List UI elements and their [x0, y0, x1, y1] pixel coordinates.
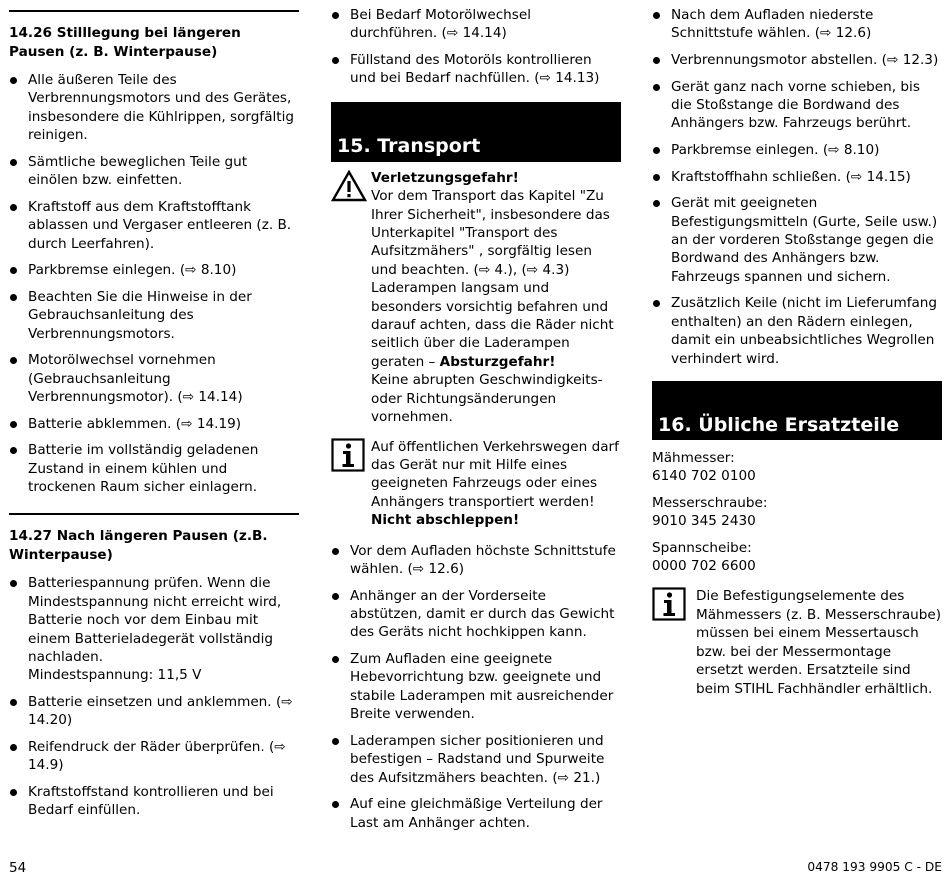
list-item-text: Batteriespannung prüfen. Wenn die Mindestspannung nicht erreicht wird, Batterie noch vor dem Einbau mit einem Batterieladegerät vollständig nachladen. [28, 575, 282, 666]
spare-parts-list [652, 449, 942, 575]
list-item: Batterie einsetzen und anklemmen. (⇨ 14.20) [9, 693, 299, 730]
bullet-list-14-26 [9, 71, 299, 496]
info-no-towing: Nicht abschleppen! [371, 512, 520, 529]
list-item: Verbrennungsmotor abstellen. (⇨ 12.3) [652, 51, 942, 69]
column-right [652, 0, 942, 698]
section-title-14-27: 14.27 Nach längeren Pausen (z.B. Winterpause) [9, 528, 268, 564]
list-item: Alle äußeren Teile des Verbrennungsmotors und des Gerätes, insbesondere die Kühlrippen, sorgfältig reinigen. [9, 71, 299, 145]
document-id: 0478 193 9905 C - DE [807, 860, 942, 874]
spare-part-blade-screw [652, 494, 942, 531]
part-label: Messerschraube: [652, 494, 768, 511]
info-icon [331, 438, 371, 530]
section-rule [9, 10, 299, 12]
list-item: Parkbremse einlegen. (⇨ 8.10) [9, 261, 299, 279]
list-item: Kraftstoff aus dem Kraftstofftank ablassen und Vergaser entleeren (z. B. durch Leerfahren). [9, 198, 299, 253]
bullet-list-14-27 [9, 574, 299, 819]
part-number: 9010 345 2430 [652, 513, 756, 530]
list-item: Zum Aufladen eine geeignete Hebevorrichtung bzw. geeignete und stabile Laderampen mit ausreichender Breite verwenden. [331, 650, 621, 724]
bullet-list-oil [331, 6, 621, 88]
chapter-banner-15 [331, 102, 621, 162]
page-number: 54 [9, 860, 27, 876]
column-left [9, 0, 299, 828]
info-text [371, 438, 621, 530]
info-body: Auf öffentlichen Verkehrswegen darf das Gerät nur mit Hilfe eines geeigneten Fahrzeugs oder eines Anhängers transportiert werden! [371, 438, 619, 510]
part-number: 6140 702 0100 [652, 468, 756, 485]
column-middle [331, 0, 621, 840]
part-label: Mähmesser: [652, 450, 735, 467]
list-item: Füllstand des Motoröls kontrollieren und bei Bedarf nachfüllen. (⇨ 14.13) [331, 51, 621, 88]
list-item [9, 574, 299, 684]
list-item: Auf eine gleichmäßige Verteilung der Last am Anhänger achten. [331, 795, 621, 832]
part-label: Spannscheibe: [652, 539, 752, 556]
list-item: Reifendruck der Räder überprüfen. (⇨ 14.9) [9, 738, 299, 775]
list-item: Zusätzlich Keile (nicht im Lieferumfang enthalten) an den Rädern einlegen, damit ein unbeabsichtliches Wegrollen verhindert wird. [652, 294, 942, 368]
list-item: Nach dem Aufladen niederste Schnittstufe wählen. (⇨ 12.6) [652, 6, 942, 43]
warning-triangle-icon [331, 169, 371, 427]
bullet-list-transport [331, 542, 621, 832]
list-item: Anhänger an der Vorderseite abstützen, damit er durch das Gewicht des Geräts nicht hochkippen kann. [331, 587, 621, 642]
warning-fall-hazard: Absturzgefahr! [439, 353, 556, 370]
list-item: Bei Bedarf Motorölwechsel durchführen. (⇨ 14.14) [331, 6, 621, 43]
list-item: Batterie im vollständig geladenen Zustand in einem kühlen und trockenen Raum sicher einlagern. [9, 441, 299, 496]
info-text: Die Befestigungselemente des Mähmessers (z. B. Messerschraube) müssen bei einem Messertausch bzw. bei der Messermontage ersetzt werden. Ersatzteile sind beim STIHL Fachhändler erhältlich. [696, 588, 942, 697]
spare-part-blade [652, 449, 942, 486]
chapter-banner-16 [652, 381, 942, 440]
list-item: Vor dem Aufladen höchste Schnittstufe wählen. (⇨ 12.6) [331, 542, 621, 579]
min-voltage: Mindestspannung: 11,5 V [28, 667, 202, 684]
list-item: Motorölwechsel vornehmen (Gebrauchsanleitung Verbrennungsmotor). (⇨ 14.14) [9, 351, 299, 406]
list-item: Gerät mit geeigneten Befestigungsmitteln (Gurte, Seile usw.) an der vorderen Stoßstange gegen die Bordwand des Anhängers bzw. Fahrzeugs spannen und sichern. [652, 194, 942, 286]
chapter-title: 15. Transport [337, 135, 481, 158]
list-item: Beachten Sie die Hinweise in der Gebrauchsanleitung des Verbrennungsmotors. [9, 288, 299, 343]
list-item: Kraftstoffstand kontrollieren und bei Bedarf einfüllen. [9, 783, 299, 820]
part-number: 0000 702 6600 [652, 558, 756, 575]
warning-body-1: Vor dem Transport das Kapitel "Zu Ihrer Sicherheit", insbesondere das Unterkapitel "Transport des Aufsitzmähers" , sorgfältig lesen und beachten. (⇨ 4.), (⇨ 4.3) [371, 188, 610, 278]
list-item: Kraftstoffhahn schließen. (⇨ 14.15) [652, 168, 942, 186]
list-item: Laderampen sicher positionieren und befestigen – Radstand und Spurweite des Aufsitzmähers beachten. (⇨ 21.) [331, 732, 621, 787]
warning-body-2: Laderampen langsam und besonders vorsichtig befahren und darauf achten, dass die Räder nicht seitlich über die Laderampen geraten – [371, 280, 614, 370]
list-item: Gerät ganz nach vorne schieben, bis die Stoßstange die Bordwand des Anhängers bzw. Fahrzeugs berührt. [652, 78, 942, 133]
warning-body-3: Keine abrupten Geschwindigkeits- oder Richtungsänderungen vornehmen. [371, 372, 603, 426]
info-icon [652, 587, 696, 697]
chapter-title: 16. Übliche Ersatzteile [658, 413, 900, 436]
info-notice-transport [331, 438, 621, 530]
list-item: Sämtliche beweglichen Teile gut einölen bzw. einfetten. [9, 153, 299, 190]
warning-text [371, 169, 621, 427]
warning-notice [331, 169, 621, 427]
spare-part-washer [652, 539, 942, 576]
list-item: Parkbremse einlegen. (⇨ 8.10) [652, 141, 942, 159]
list-item: Batterie abklemmen. (⇨ 14.19) [9, 415, 299, 433]
bullet-list-securing [652, 6, 942, 368]
warning-title: Verletzungsgefahr! [371, 169, 519, 186]
section-rule [9, 513, 299, 515]
section-title-14-26: 14.26 Stilllegung bei längeren Pausen (z. B. Winterpause) [9, 25, 241, 60]
info-notice-parts [652, 587, 942, 697]
